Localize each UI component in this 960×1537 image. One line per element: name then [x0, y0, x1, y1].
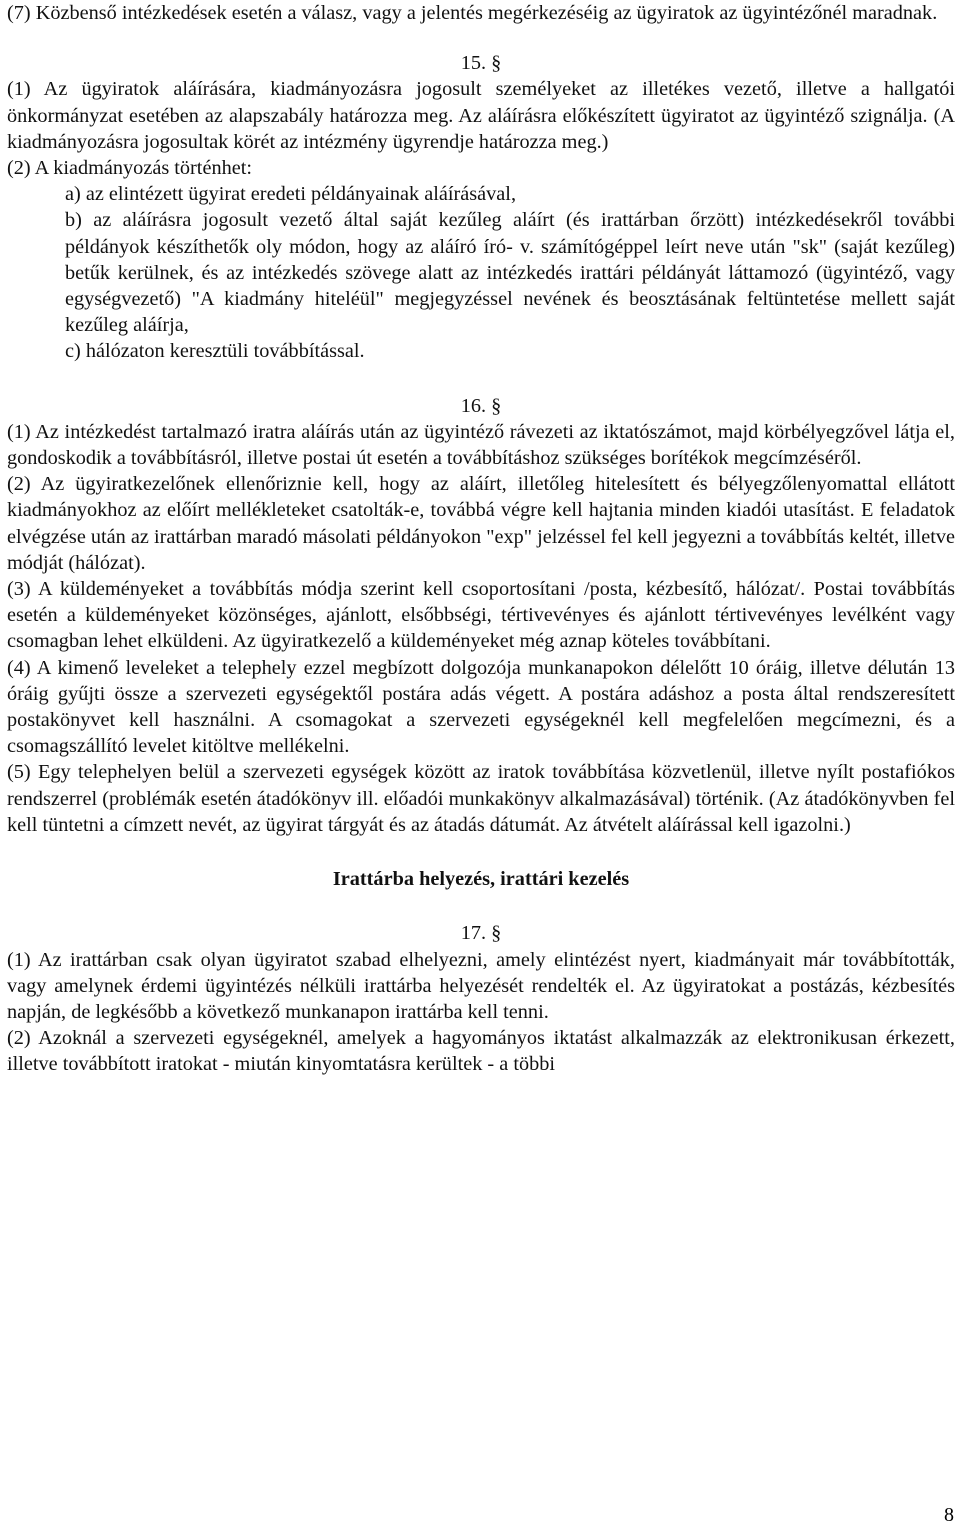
chapter-heading: Irattárba helyezés, irattári kezelés [332, 868, 630, 891]
section-15-item-a: a) az elintézett ügyirat eredeti példányainak aláírásával, [65, 183, 517, 206]
section-17-paragraph-1: (1) Az irattárban csak olyan ügyiratot szabad elhelyezni, amely elintézést nyert, kiadmányait már továbbították, vagy amelynek érdemi ügyintézés nélküli irattárba helyezését rendelték el. Az ügyiratokat a postázás, kézbesítés napján, de legkésőbb a következő munkanapon irattárba kell tenni. [7, 948, 955, 1023]
paragraph-7-7: (7) Közbenső intézkedések esetén a válasz, vagy a jelentés megérkezéséig az ügyiratok az ügyintézőnél maradnak. [7, 2, 938, 24]
section-16-title: 16. § [460, 394, 502, 417]
section-16-paragraph-4: (4) A kimenő leveleket a telephely ezzel megbízott dolgozója munkanapokon délelőtt 10 óráig, illetve délután 13 óráig gyűjti össze a szervezeti egységektől postára adás végett. A postára adáshoz a posta által rendszeresített postakönyvet kell használni. A csomagokat a szervezeti egységeknél kell megfelelően megcímezni, és a csomagszállító levelet kitöltve mellékelni. [7, 656, 955, 758]
section-16-paragraph-5: (5) Egy telephelyen belül a szervezeti egységek között az iratok továbbítása közvetlenül, illetve nyílt postafiókos rendszerrel (problémák esetén átadókönyv ill. előadói munkakönyv alkalmazásával) történik. (Az átadókönyvben fel kell tüntetni a címzett nevét, az ügyirat tárgyát és az átadás dátumát. Az átvételt aláírással kell igazolni.) [7, 761, 955, 836]
section-15-paragraph-2: (2) A kiadmányozás történhet: [7, 157, 252, 180]
section-17-paragraph-2: (2) Azoknál a szervezeti egységeknél, amelyek a hagyományos iktatást alkalmazzák az elektronikusan érkezett, illetve továbbított iratokat - miután kinyomtatásra kerültek - a többi [7, 1027, 955, 1076]
section-15-item-b: b) az aláírásra jogosult vezető által saját kezűleg aláírt (és irattárban őrzött) intézkedésekről további példányok készíthetők oly módon, hogy az aláíró író- v. számítógéppel leírt neve után "sk" (saját kezűleg) betűk kerülnek, és az intézkedés szövege alatt az intézkedés irattári példányát láttamozó (ügyintéző, vagy egységvezető) "A kiadmány hiteléül" megjegyzéssel nevének és beosztásának feltüntetése mellett saját kezűleg aláírja, [65, 209, 955, 337]
section-15-item-c: c) hálózaton keresztüli továbbítással. [65, 340, 365, 363]
section-16-paragraph-2: (2) Az ügyiratkezelőnek ellenőriznie kell, hogy az aláírt, illetőleg hitelesített és bélyegzőlenyomattal ellátott kiadmányokhoz az előírt mellékleteket csatolták-e, továbbá végre kell hajtania minden kiadói utasítást. E feladatok elvégzése után az irattárban maradó másolati példányokon "exp" jelzéssel fel kell jegyezni a továbbítás keltét, illetve módját (hálózat). [7, 473, 955, 574]
section-15-paragraph-1: (1) Az ügyiratok aláírására, kiadmányozásra jogosult személyeket az illetékes vezető, illetve a hallgatói önkormányzat esetében az alapszabály határozza meg. Az aláírásra előkészített ügyiratot az ügyintéző szignálja. (A kiadmányozásra jogosultak körét az intézmény ügyrendje határozza meg.) [7, 78, 955, 153]
page-number: 8 [944, 1504, 954, 1526]
section-17-title: 17. § [460, 922, 502, 945]
section-15-title: 15. § [460, 52, 502, 75]
section-16-paragraph-3: (3) A küldeményeket a továbbítás módja szerint kell csoportosítani /posta, kézbesítő, hálózat/. Postai továbbítás esetén a küldeményeket közönséges, ajánlott, elsőbbségi, tértivevényes és ajánlott tértivevényes levélként vagy csomagban lehet elküldeni. Az ügyiratkezelő a küldeményeket még aznap köteles továbbítani. [7, 578, 955, 653]
section-16-paragraph-1: (1) Az intézkedést tartalmazó iratra aláírás után az ügyintéző rávezeti az iktatószámot, majd körbélyegzővel látja el, gondoskodik a továbbításról, illetve postai út esetén a továbbításhoz szükséges borítékok megcímzéséről. [7, 420, 955, 470]
document-page [7, 0, 955, 1078]
